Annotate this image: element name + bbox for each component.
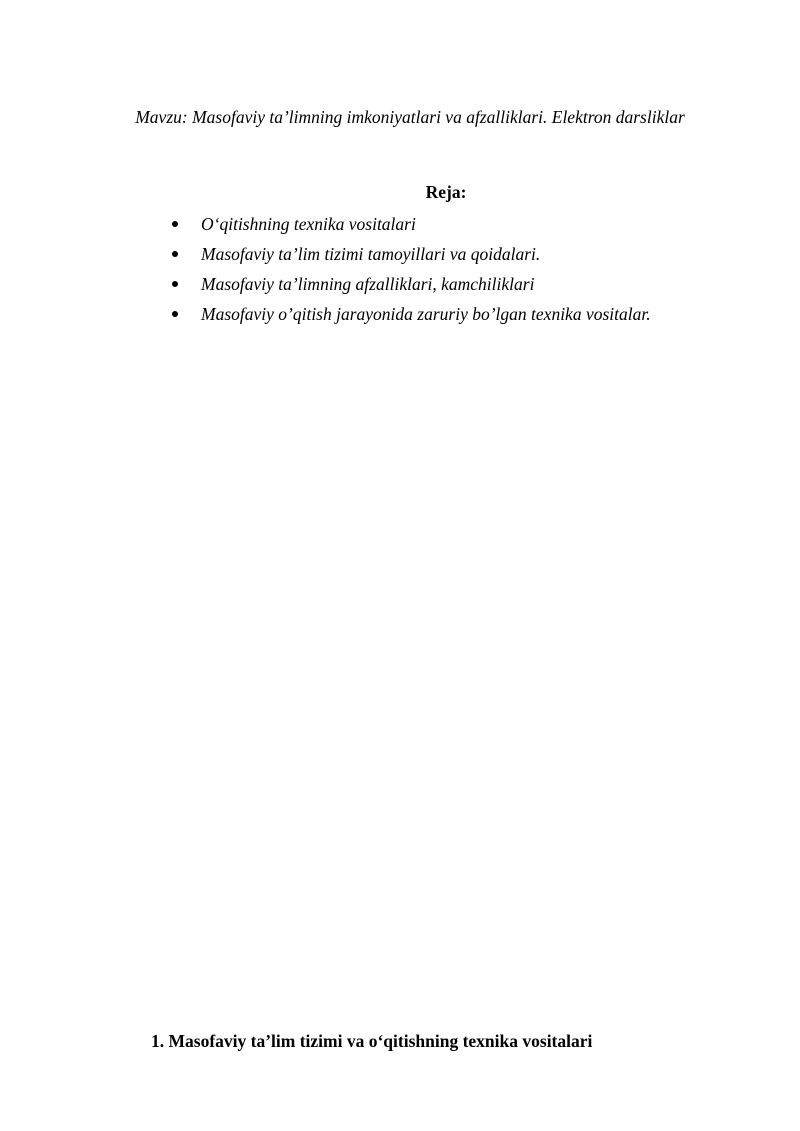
plan-item	[172, 239, 651, 269]
bullet-icon	[172, 281, 178, 287]
section-heading: 1. Masofaviy ta’lim tizimi va o‘qitishning texnika vositalari	[151, 1031, 593, 1051]
bullet-icon	[172, 221, 178, 227]
plan-item-text: Masofaviy ta’limning afzalliklari, kamchiliklari	[201, 274, 535, 294]
plan-list	[172, 209, 651, 329]
plan-title: Reja:	[425, 182, 467, 202]
bullet-icon	[172, 311, 178, 317]
document-topic: Mavzu: Masofaviy ta’limning imkoniyatlari va afzalliklari. Elektron darsliklar	[135, 107, 685, 127]
plan-item-text: O‘qitishning texnika vositalari	[201, 214, 416, 234]
plan-item	[172, 269, 651, 299]
plan-item	[172, 299, 651, 329]
bullet-icon	[172, 251, 178, 257]
plan-item-text: Masofaviy ta’lim tizimi tamoyillari va qoidalari.	[201, 244, 541, 264]
plan-item	[172, 209, 651, 239]
plan-item-text: Masofaviy o’qitish jarayonida zaruriy bo’lgan texnika vositalar.	[201, 304, 651, 324]
